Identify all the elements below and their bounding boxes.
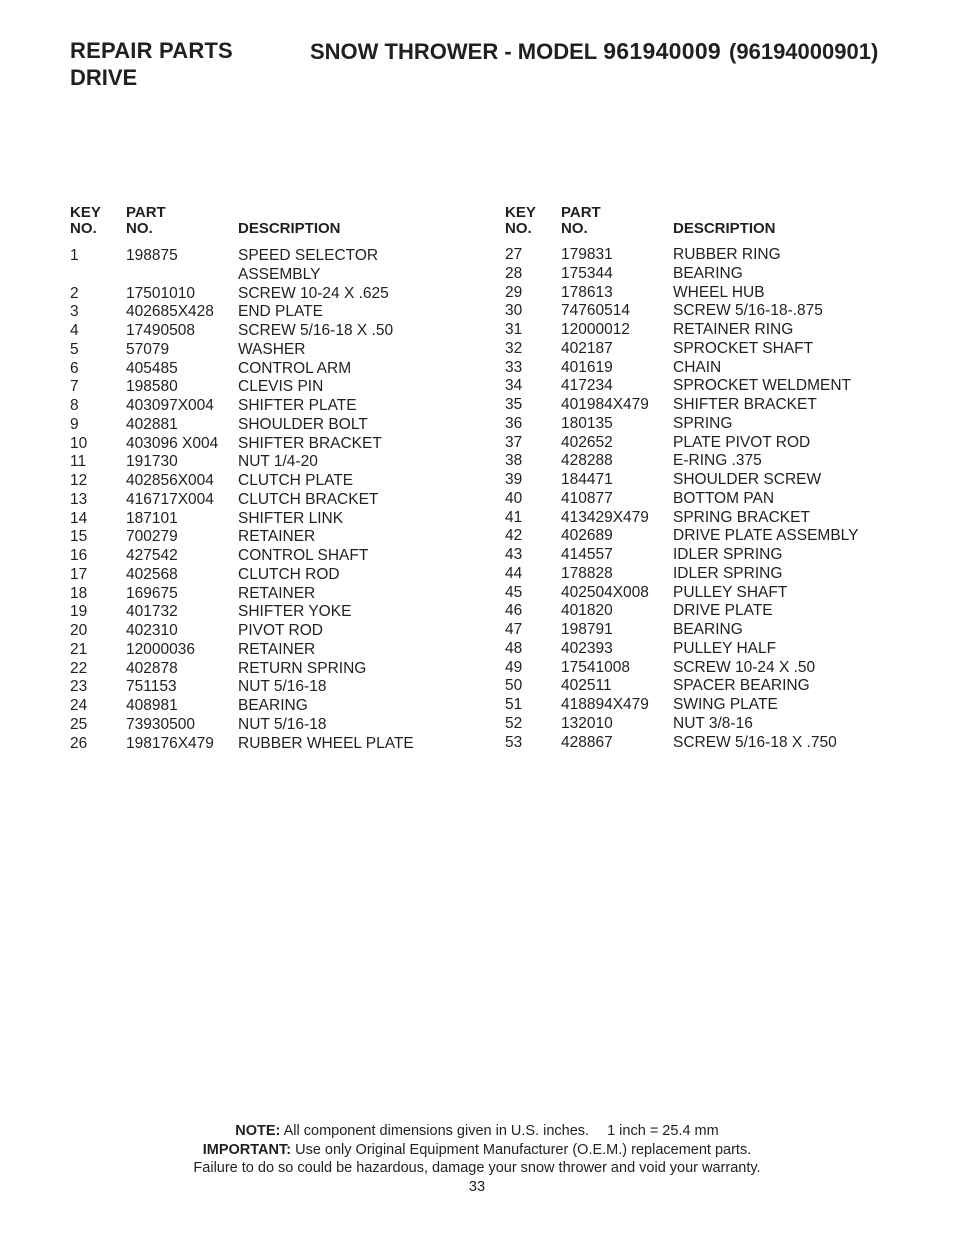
part-no: 414557 xyxy=(561,546,613,563)
conversion-text: 1 inch = 25.4 mm xyxy=(607,1123,719,1139)
key-no: 9 xyxy=(70,415,79,433)
key-no: 8 xyxy=(70,397,79,414)
key-no: 34 xyxy=(505,377,523,395)
key-no: 38 xyxy=(505,452,523,470)
key-no: 29 xyxy=(505,283,523,301)
key-no: 21 xyxy=(70,640,88,658)
part-no: 402878 xyxy=(126,659,178,677)
description: E-RING .375 xyxy=(673,452,762,470)
key-no: 20 xyxy=(70,622,88,639)
part-no: 416717X004 xyxy=(126,490,214,508)
key-no: 44 xyxy=(505,564,523,582)
key-no: 3 xyxy=(70,303,79,321)
part-no: 401984X479 xyxy=(561,396,649,413)
description: RETAINER RING xyxy=(673,321,794,338)
description: IDLER SPRING xyxy=(673,546,783,563)
key-no: 1 xyxy=(70,247,79,264)
part-header xyxy=(126,205,166,236)
key-no: 23 xyxy=(70,678,88,696)
key-no: 12 xyxy=(70,472,88,489)
key-no: 36 xyxy=(505,414,523,432)
part-no: 402504X008 xyxy=(561,583,649,601)
key-no: 10 xyxy=(70,434,88,452)
key-no: 4 xyxy=(70,322,79,339)
description: SPRING xyxy=(673,414,733,432)
description: CONTROL SHAFT xyxy=(238,547,369,564)
description: CLEVIS PIN xyxy=(238,378,324,396)
part-no: 73930500 xyxy=(126,715,195,733)
description: BEARING xyxy=(673,621,743,638)
part-no: 198791 xyxy=(561,621,613,638)
description: SWING PLATE xyxy=(673,696,778,713)
part-no: 184471 xyxy=(561,471,613,488)
key-no: 28 xyxy=(505,264,523,282)
description: RETAINER xyxy=(238,640,316,658)
description: CLUTCH PLATE xyxy=(238,472,354,489)
key-no: 50 xyxy=(505,677,523,695)
description: PULLEY HALF xyxy=(673,639,777,657)
description: SHOULDER BOLT xyxy=(238,415,368,433)
footer xyxy=(0,1122,954,1196)
key-no: 31 xyxy=(505,321,523,338)
part-no: 169675 xyxy=(126,584,178,602)
description: CLUTCH ROD xyxy=(238,565,340,583)
part-no: 401820 xyxy=(561,602,613,620)
part-no: 402881 xyxy=(126,415,178,433)
part-no: 402310 xyxy=(126,622,178,639)
key-no: 5 xyxy=(70,340,79,358)
part-no: 175344 xyxy=(561,264,613,282)
key-no: 15 xyxy=(70,528,88,546)
description: SHIFTER PLATE xyxy=(238,397,357,414)
description: SHIFTER BRACKET xyxy=(238,434,382,452)
key-no: 37 xyxy=(505,433,523,451)
key-header xyxy=(70,205,110,236)
key-header xyxy=(505,205,545,236)
description: SCREW 10-24 X .625 xyxy=(238,284,389,302)
part-no: 191730 xyxy=(126,453,178,471)
key-no: 11 xyxy=(70,453,87,471)
part-no: 402689 xyxy=(561,527,613,545)
description: NUT 5/16-18 xyxy=(238,715,327,733)
key-no: 17 xyxy=(70,565,88,583)
description: DRIVE PLATE xyxy=(673,602,773,620)
part-no: 401619 xyxy=(561,358,613,376)
description: SPROCKET SHAFT xyxy=(673,339,814,357)
part-no: 187101 xyxy=(126,509,178,527)
product-label: SNOW THROWER - MODEL xyxy=(310,39,598,64)
key-no: 19 xyxy=(70,603,88,621)
key-no: 7 xyxy=(70,378,79,396)
description: IDLER SPRING xyxy=(673,564,783,582)
note-line xyxy=(0,1122,954,1141)
key-no: 22 xyxy=(70,659,88,677)
description: CONTROL ARM xyxy=(238,359,352,377)
description: ASSEMBLY xyxy=(238,265,321,283)
part-no: 427542 xyxy=(126,547,178,564)
part-no: 17490508 xyxy=(126,322,195,339)
key-no: 51 xyxy=(505,696,523,713)
model-alt-number: (96194000901) xyxy=(729,39,879,64)
part-no: 418894X479 xyxy=(561,696,649,713)
part-no: 12000012 xyxy=(561,321,630,338)
part-no-label: NO. xyxy=(126,219,153,237)
part-no: 413429X479 xyxy=(561,508,649,526)
key-no: 40 xyxy=(505,489,523,507)
key-no: 48 xyxy=(505,639,523,657)
part-no: 17501010 xyxy=(126,284,195,302)
part-no: 180135 xyxy=(561,414,613,432)
description: PIVOT ROD xyxy=(238,622,323,639)
important-line xyxy=(0,1141,954,1160)
description: NUT 3/8-16 xyxy=(673,714,753,732)
part-no: 751153 xyxy=(126,678,177,696)
part-no: 402568 xyxy=(126,565,178,583)
key-no: 52 xyxy=(505,714,523,732)
part-no-label: NO. xyxy=(561,219,588,237)
part-no: 402393 xyxy=(561,639,613,657)
description: SHIFTER LINK xyxy=(238,509,344,527)
part-no: 428867 xyxy=(561,733,613,751)
description: SHIFTER YOKE xyxy=(238,603,352,621)
description: NUT 1/4-20 xyxy=(238,453,318,471)
key-no: 30 xyxy=(505,302,523,320)
part-no: 403097X004 xyxy=(126,397,214,414)
key-no: 24 xyxy=(70,697,88,714)
description: SHOULDER SCREW xyxy=(673,471,822,488)
key-no: 25 xyxy=(70,715,88,733)
key-no: 16 xyxy=(70,547,88,564)
part-no: 74760514 xyxy=(561,302,630,320)
description: NUT 5/16-18 xyxy=(238,678,327,696)
description: RUBBER RING xyxy=(673,246,781,263)
part-no: 132010 xyxy=(561,714,613,732)
description: SPRING BRACKET xyxy=(673,508,810,526)
description: SPACER BEARING xyxy=(673,677,810,695)
subsection-title: DRIVE xyxy=(70,65,138,90)
description: CHAIN xyxy=(673,358,722,376)
part-header xyxy=(561,205,601,236)
description-header: DESCRIPTION xyxy=(673,220,776,237)
note-label: NOTE: xyxy=(235,1123,281,1139)
description: BOTTOM PAN xyxy=(673,489,775,507)
part-no: 178828 xyxy=(561,564,613,582)
important-text: Use only Original Equipment Manufacturer (O.E.M.) replacement parts. xyxy=(295,1141,752,1158)
key-no-label: NO. xyxy=(70,219,97,237)
key-no: 14 xyxy=(70,509,88,527)
part-label: PART xyxy=(126,204,166,221)
key-no: 39 xyxy=(505,471,523,488)
description: PLATE PIVOT ROD xyxy=(673,433,811,451)
part-no: 417234 xyxy=(561,377,613,395)
part-no: 179831 xyxy=(561,246,613,263)
key-no: 26 xyxy=(70,734,88,752)
description: RETURN SPRING xyxy=(238,659,367,677)
key-no: 42 xyxy=(505,527,523,545)
part-no: 402511 xyxy=(561,677,612,695)
key-no: 53 xyxy=(505,733,523,751)
part-no: 57079 xyxy=(126,340,170,358)
note-text: All component dimensions given in U.S. inches. xyxy=(283,1123,590,1139)
key-no: 49 xyxy=(505,658,523,676)
part-no: 402685X428 xyxy=(126,303,214,321)
description: WASHER xyxy=(238,340,306,358)
description: SHIFTER BRACKET xyxy=(673,396,817,413)
key-no: 43 xyxy=(505,546,523,563)
key-no: 35 xyxy=(505,396,523,413)
description: BEARING xyxy=(673,264,743,282)
description-header: DESCRIPTION xyxy=(238,220,341,237)
key-no: 13 xyxy=(70,490,88,508)
key-no: 32 xyxy=(505,339,523,357)
part-label: PART xyxy=(561,204,601,221)
key-no: 18 xyxy=(70,584,88,602)
part-no: 410877 xyxy=(561,489,613,507)
part-no: 198875 xyxy=(126,247,178,264)
important-label: IMPORTANT: xyxy=(202,1141,292,1158)
key-label: KEY xyxy=(70,204,101,221)
part-no: 12000036 xyxy=(126,640,195,658)
warning-line: Failure to do so could be hazardous, damage your snow thrower and void your warranty. xyxy=(193,1160,761,1176)
part-no: 700279 xyxy=(126,528,178,546)
part-no: 428288 xyxy=(561,452,613,470)
description: SPROCKET WELDMENT xyxy=(673,377,851,395)
section-title: REPAIR PARTS xyxy=(70,38,233,63)
page-number: 33 xyxy=(468,1178,486,1195)
key-no: 47 xyxy=(505,621,523,638)
part-no: 402652 xyxy=(561,433,613,451)
part-no: 17541008 xyxy=(561,658,630,676)
key-no: 6 xyxy=(70,359,79,377)
description: SCREW 5/16-18 X .50 xyxy=(238,322,394,339)
part-no: 178613 xyxy=(561,283,613,301)
key-no: 41 xyxy=(505,508,523,526)
description: SCREW 5/16-18-.875 xyxy=(673,302,823,320)
key-no: 27 xyxy=(505,246,523,263)
description: WHEEL HUB xyxy=(673,283,765,301)
key-no: 33 xyxy=(505,358,523,376)
part-no: 198176X479 xyxy=(126,734,214,752)
part-no: 198580 xyxy=(126,378,178,396)
description: RUBBER WHEEL PLATE xyxy=(238,734,414,752)
part-no: 402187 xyxy=(561,339,613,357)
description: CLUTCH BRACKET xyxy=(238,490,379,508)
description: RETAINER xyxy=(238,528,316,546)
part-no: 405485 xyxy=(126,359,178,377)
part-no: 408981 xyxy=(126,697,178,714)
description: END PLATE xyxy=(238,303,323,321)
description: RETAINER xyxy=(238,584,316,602)
key-label: KEY xyxy=(505,204,536,221)
key-no-label: NO. xyxy=(505,219,532,237)
model-heading xyxy=(310,38,878,65)
description: SPEED SELECTOR xyxy=(238,247,379,264)
description: DRIVE PLATE ASSEMBLY xyxy=(673,527,859,545)
key-no: 2 xyxy=(70,284,79,302)
description: BEARING xyxy=(238,697,308,714)
description: SCREW 5/16-18 X .750 xyxy=(673,733,837,751)
key-no: 46 xyxy=(505,602,523,620)
part-no: 403096 X004 xyxy=(126,434,219,452)
part-no: 402856X004 xyxy=(126,472,214,489)
key-no: 45 xyxy=(505,583,523,601)
description: PULLEY SHAFT xyxy=(673,583,788,601)
description: SCREW 10-24 X .50 xyxy=(673,658,816,676)
part-no: 401732 xyxy=(126,603,178,621)
model-number: 961940009 xyxy=(603,38,722,64)
